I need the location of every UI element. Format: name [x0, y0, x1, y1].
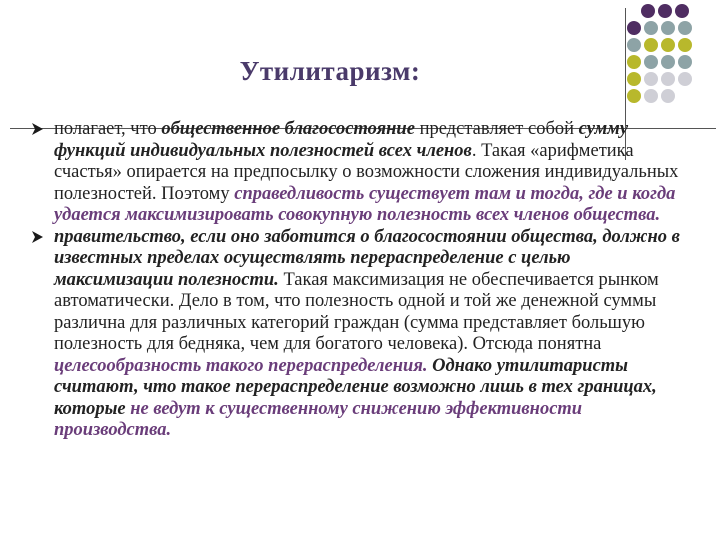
- bullet-text-segment: представляет собой: [414, 119, 579, 139]
- bullet-text-segment: не ведут к существенному снижению эффективности: [130, 398, 583, 419]
- decorative-dot: [641, 4, 655, 18]
- bullet-text-segment: . Такая «арифметика счастья» опирается на предпосылку о возможности сложения индивидуальных полезностей. Поэтому: [54, 140, 679, 204]
- arrow-bullet-icon: [30, 122, 44, 136]
- decorative-dot: [678, 55, 692, 69]
- bullet-text-segment: Такая максимизация не обеспечивается рынком автоматически. Дело в том, что полезность одной и той же денежной суммы различна для различных категорий граждан (сумма представляет большую полезность для бедняка, чем для богатого человека). Отсюда понятна: [54, 269, 659, 354]
- decorative-dot: [661, 55, 675, 69]
- decorative-dot: [661, 89, 675, 103]
- decorative-dot: [644, 38, 658, 52]
- decorative-dot: [661, 21, 675, 35]
- bullet-item: [30, 227, 692, 442]
- bullet-text-segment: целесообразность такого перераспределения.: [54, 355, 428, 376]
- decorative-dot: [644, 21, 658, 35]
- decorative-dot: [658, 4, 672, 18]
- decorative-dot: [627, 21, 641, 35]
- decorative-dot: [678, 21, 692, 35]
- bullet-text-segment: справедливость существует там и тогда, где и когда удается максимизировать совокупную полезность всех членов общества.: [54, 183, 676, 225]
- decorative-dot: [675, 4, 689, 18]
- arrow-bullet-icon: [30, 230, 44, 244]
- bullet-item: [30, 119, 692, 227]
- slide-title: Утилитаризм:: [239, 56, 421, 86]
- bullet-text-segment: правительство, если оно заботится о благосостоянии общества, должно в известных пределах осуществлять перераспределение с целью максимизации полезности.: [54, 226, 680, 290]
- slide-body: [30, 119, 692, 442]
- decorative-dot: [661, 38, 675, 52]
- decorative-dot: [627, 89, 641, 103]
- bullet-text-segment: Однако утилитаристы считают, что такое перераспределение возможно лишь в тех границах, которые: [54, 355, 657, 419]
- decorative-dot: [678, 38, 692, 52]
- decorative-dot: [678, 72, 692, 86]
- bullet-text-segment: сумму функций индивидуальных полезностей всех членов: [54, 119, 629, 161]
- bullet-text-segment: полагает, что: [54, 119, 162, 139]
- bullet-text-segment: общественное благосостояние: [161, 119, 415, 139]
- decorative-dot: [661, 72, 675, 86]
- bullet-text-segment: производства.: [54, 420, 172, 440]
- decorative-dot: [644, 89, 658, 103]
- decorative-dot: [627, 38, 641, 52]
